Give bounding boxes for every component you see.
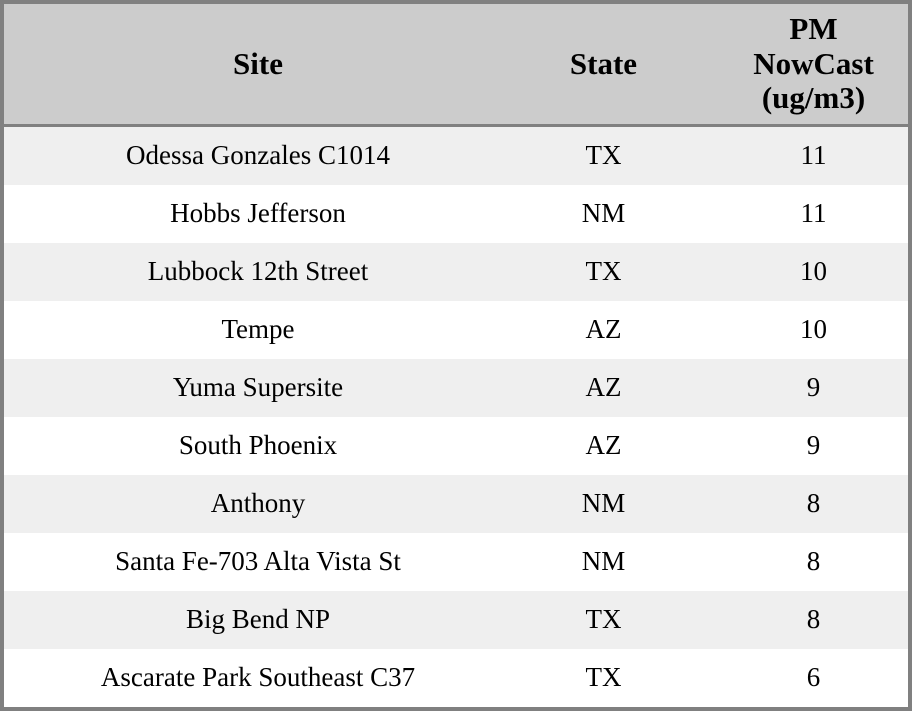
table-row: [4, 126, 912, 186]
cell-state: NM: [581, 488, 626, 519]
cell-site: Santa Fe-703 Alta Vista St: [115, 546, 401, 577]
table-body: [4, 126, 912, 708]
cell-state: NM: [581, 198, 626, 229]
column-header-pm-nowcast-line1: PM: [789, 11, 838, 46]
table-row: [4, 417, 912, 475]
cell-site: Ascarate Park Southeast C37: [100, 662, 416, 693]
cell-state: TX: [585, 604, 622, 635]
cell-pm-nowcast: 8: [806, 546, 821, 577]
column-header-pm-nowcast-line3: (ug/m3): [761, 80, 866, 116]
table-row: [4, 649, 912, 707]
cell-pm-nowcast: 11: [800, 198, 827, 229]
cell-pm-nowcast: 10: [800, 314, 827, 345]
cell-state: AZ: [585, 314, 622, 345]
table-row: [4, 591, 912, 649]
cell-pm-nowcast: 11: [800, 140, 827, 171]
cell-site: Yuma Supersite: [172, 372, 344, 403]
cell-site: South Phoenix: [178, 430, 338, 461]
table-row: [4, 301, 912, 359]
column-header-pm-nowcast-line2: NowCast: [753, 45, 874, 81]
column-header-site: Site: [4, 4, 512, 126]
table-header-row: [4, 4, 912, 126]
cell-state: TX: [585, 662, 622, 693]
cell-site: Anthony: [210, 488, 306, 519]
cell-state: TX: [585, 256, 622, 287]
cell-site: Hobbs Jefferson: [170, 198, 346, 229]
cell-site: Lubbock 12th Street: [147, 256, 369, 287]
cell-state: NM: [581, 546, 626, 577]
cell-state: AZ: [585, 430, 622, 461]
cell-pm-nowcast: 9: [806, 430, 821, 461]
cell-pm-nowcast: 8: [806, 488, 821, 519]
air-quality-table: [4, 4, 912, 707]
cell-state: AZ: [585, 372, 622, 403]
table-row: [4, 359, 912, 417]
table-row: [4, 185, 912, 243]
cell-pm-nowcast: 10: [800, 256, 827, 287]
cell-site: Odessa Gonzales C1014: [126, 140, 390, 171]
column-header-state: State: [512, 4, 695, 126]
table-row: [4, 243, 912, 301]
cell-state: TX: [585, 140, 622, 171]
cell-pm-nowcast: 9: [806, 372, 821, 403]
table-row: [4, 533, 912, 591]
column-header-pm-nowcast: [695, 4, 912, 126]
cell-pm-nowcast: 8: [806, 604, 821, 635]
cell-site: Tempe: [221, 314, 295, 345]
table-row: [4, 475, 912, 533]
table-header: [4, 4, 912, 126]
cell-pm-nowcast: 6: [806, 662, 821, 693]
cell-site: Big Bend NP: [185, 604, 331, 635]
